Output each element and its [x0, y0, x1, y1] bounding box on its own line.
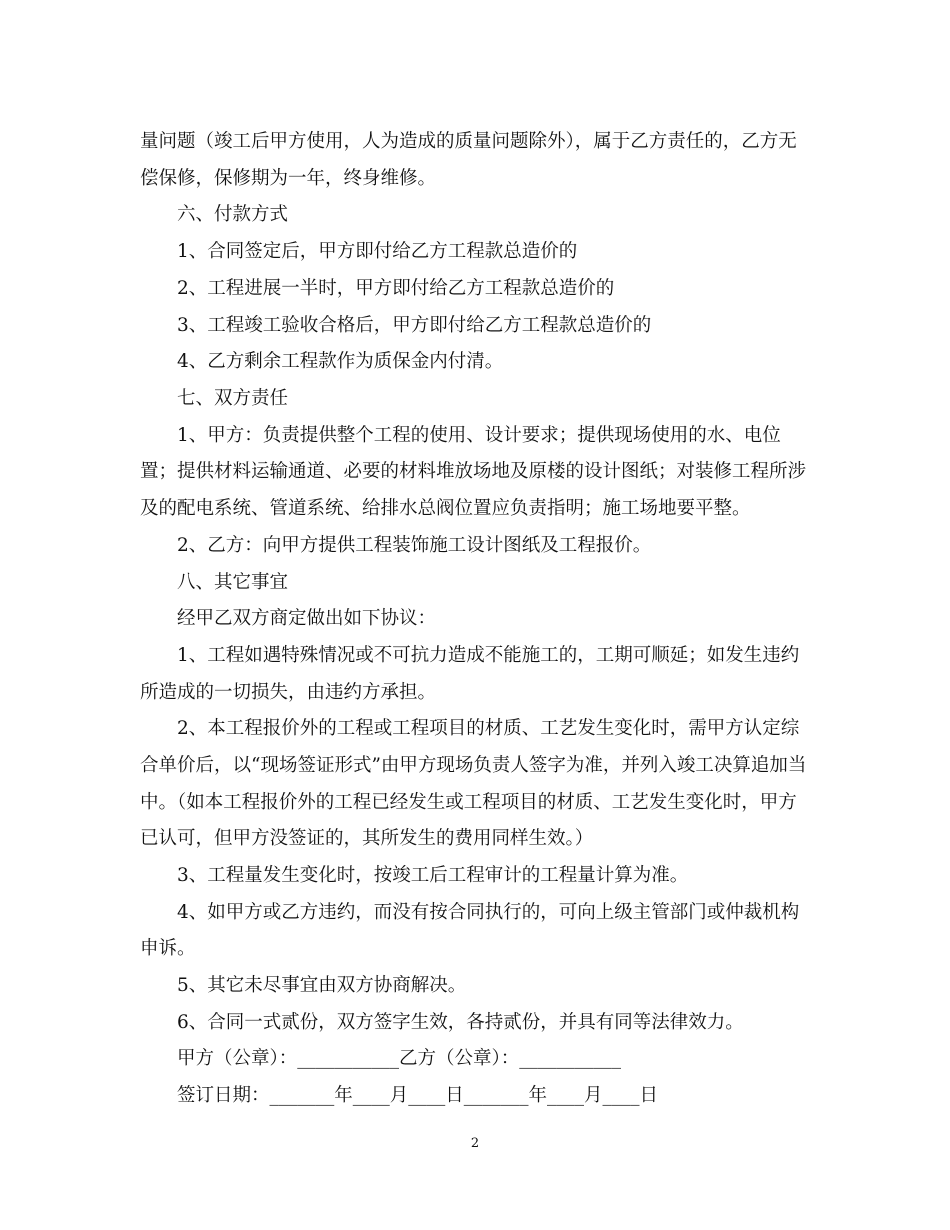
text-line: 合单价后，以“现场签证形式”由甲方现场负责人签字为准，并列入竣工决算追加当 [140, 755, 807, 776]
text-line: 3、工程竣工验收合格后，甲方即付给乙方工程款总造价的 [177, 315, 652, 336]
text-line: 1、工程如遇特殊情况或不可抗力造成不能施工的，工期可顺延；如发生违约 [177, 645, 800, 666]
text-line: 2、乙方：向甲方提供工程装饰施工设计图纸及工程报价。 [177, 535, 652, 556]
text-line: 6、合同一式贰份，双方签字生效，各持贰份，并具有同等法律效力。 [177, 1012, 744, 1033]
text-line: 4、如甲方或乙方违约，而没有按合同执行的，可向上级主管部门或仲裁机构 [177, 902, 800, 923]
text-line: 量问题（竣工后甲方使用，人为造成的质量问题除外），属于乙方责任的，乙方无 [140, 131, 797, 152]
text-line: 中。（如本工程报价外的工程已经发生或工程项目的材质、工艺发生变化时，甲方 [140, 792, 797, 813]
text-line: 申诉。 [140, 938, 196, 959]
section-heading: 七、双方责任 [177, 388, 289, 409]
text-line: 3、工程量发生变化时，按竣工后工程审计的工程量计算为准。 [177, 865, 689, 886]
text-line: 2、工程进展一半时，甲方即付给乙方工程款总造价的 [177, 278, 615, 299]
text-line: 经甲乙双方商定做出如下协议： [177, 608, 437, 629]
text-line: 4、乙方剩余工程款作为质保金内付清。 [177, 351, 504, 372]
text-line: 已认可，但甲方没签证的，其所发生的费用同样生效。） [140, 828, 594, 849]
signing-date-line: 签订日期：_______年____月____日_______年____月____日 [177, 1085, 659, 1106]
text-line: 所造成的一切损失，由违约方承担。 [140, 682, 437, 703]
text-line: 2、本工程报价外的工程或工程项目的材质、工艺发生变化时，需甲方认定综 [177, 718, 800, 739]
section-heading: 八、其它事宜 [177, 572, 289, 593]
section-heading: 六、付款方式 [177, 204, 289, 225]
text-line: 1、合同签定后，甲方即付给乙方工程款总造价的 [177, 241, 578, 262]
text-line: 偿保修，保修期为一年，终身维修。 [140, 168, 437, 189]
page-number: 2 [470, 1136, 480, 1151]
text-line: 置；提供材料运输通道、必要的材料堆放场地及原楼的设计图纸；对装修工程所涉 [140, 461, 807, 482]
text-line: 1、甲方：负责提供整个工程的使用、设计要求；提供现场使用的水、电位 [177, 425, 781, 446]
signature-line: 甲方（公章）：___________乙方（公章）：___________ [177, 1048, 622, 1069]
text-line: 5、其它未尽事宜由双方协商解决。 [177, 975, 467, 996]
text-line: 及的配电系统、管道系统、给排水总阀位置应负责指明；施工场地要平整。 [140, 498, 751, 519]
